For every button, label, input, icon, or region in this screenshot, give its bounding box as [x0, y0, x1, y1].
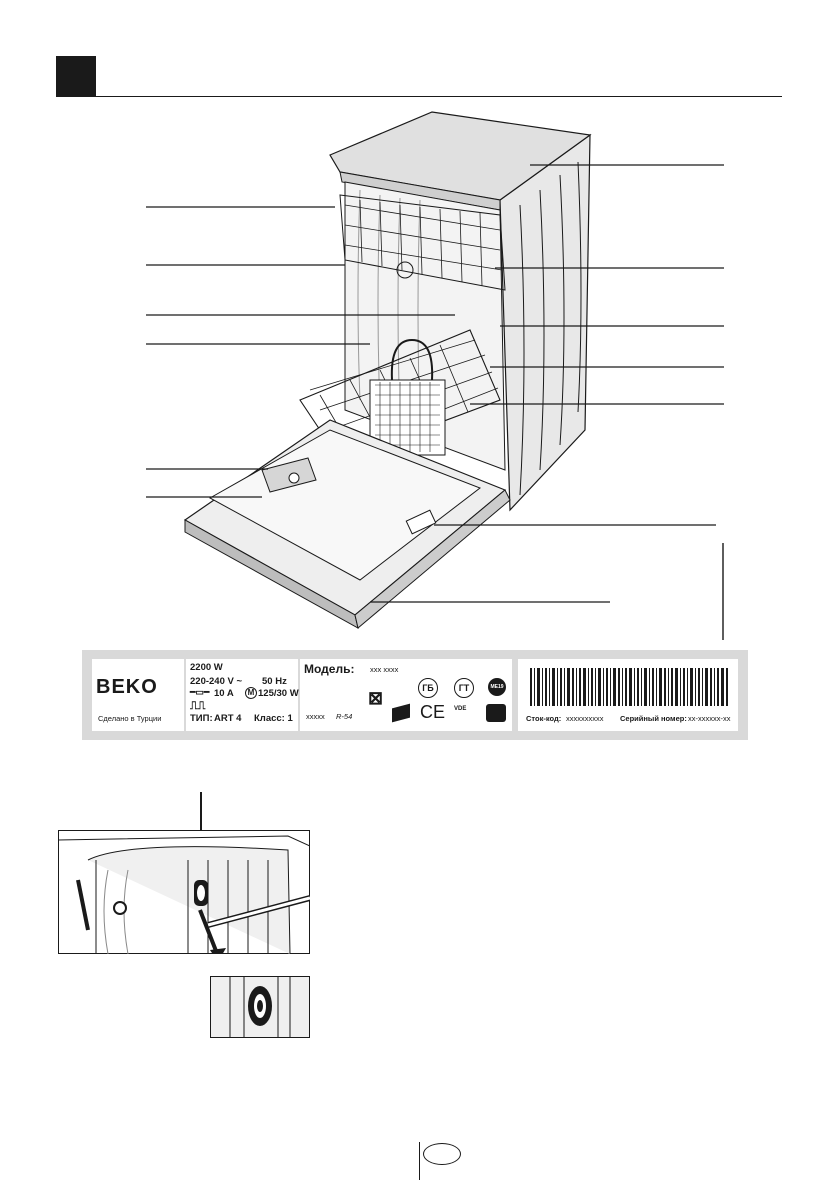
- rating-plate-location-illustration: [58, 830, 310, 954]
- stock-code-value: xxxxxxxxxx: [566, 714, 604, 723]
- barcode-icon: [530, 668, 728, 706]
- class-label: Класс: 1: [254, 713, 293, 724]
- type-value: ART 4: [214, 713, 242, 724]
- certification-mark-icon: ГТ: [454, 678, 474, 698]
- stock-code-label: Сток-код:: [526, 714, 562, 723]
- motor-rating: 125/30 W: [258, 688, 299, 699]
- model-label: Модель:: [304, 662, 355, 676]
- vde-mark-icon: VDE: [454, 706, 467, 712]
- voltage-rating: 220-240 V ~: [190, 676, 243, 687]
- frequency-rating: 50 Hz: [262, 676, 287, 687]
- filter-zoom-illustration: [210, 976, 310, 1038]
- certification-mark-icon: ГБ: [418, 678, 438, 698]
- refrigerant-value: R-54: [336, 712, 353, 721]
- fuse-rating: 10 A: [214, 688, 234, 699]
- motor-icon: M: [245, 687, 257, 699]
- code-value: xxxxx: [306, 712, 325, 721]
- crossed-bin-icon: ⊠: [368, 688, 384, 708]
- certification-mark-icon: МЕ19: [488, 678, 506, 696]
- origin-text: Сделано в Турции: [98, 714, 162, 723]
- power-rating: 2200 W: [190, 662, 223, 673]
- type-label: ТИП:: [190, 713, 213, 724]
- page-divider: [419, 1142, 420, 1180]
- fuse-icon: ━▭━: [190, 687, 210, 697]
- serial-number-value: xx-xxxxxx-xx: [688, 714, 731, 723]
- serial-number-label: Серийный номер:: [620, 714, 687, 723]
- ce-mark-icon: CE: [420, 702, 446, 722]
- language-badge: [423, 1143, 461, 1165]
- brand-logo: BEKO: [96, 676, 158, 698]
- rating-plate: [82, 650, 748, 740]
- certification-mark-icon: [486, 704, 506, 722]
- model-value: xxx xxxx: [370, 665, 399, 674]
- square-wave-icon: ⎍⎍: [190, 700, 206, 712]
